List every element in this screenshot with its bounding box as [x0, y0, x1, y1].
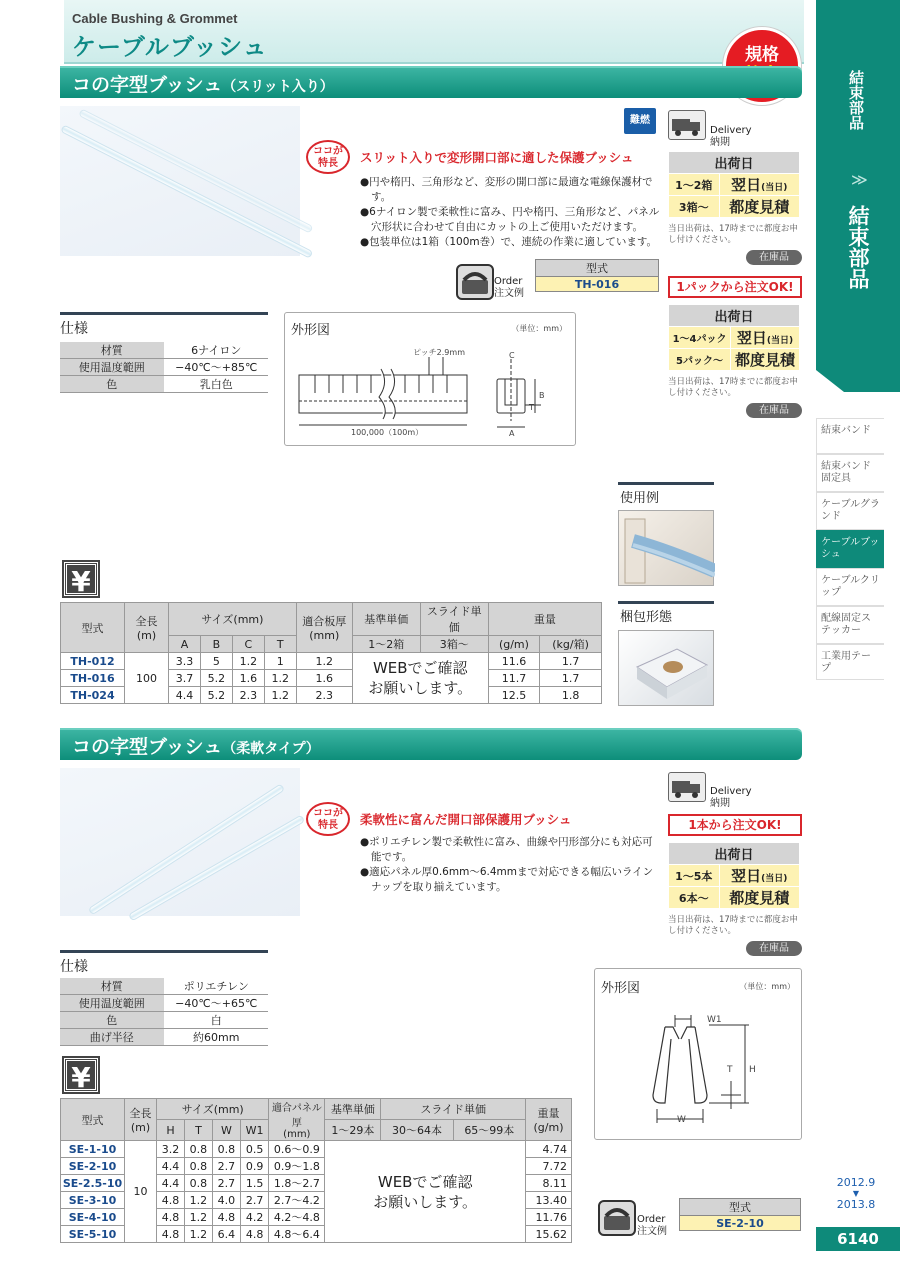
feature-point-badge: ココが 特長: [306, 802, 350, 836]
section1-product-image: [60, 106, 300, 256]
sidebar-item-cable-clips[interactable]: ケーブルクリップ: [816, 568, 884, 606]
spec-title: 仕様: [60, 959, 88, 975]
section1-title-bar: [60, 66, 802, 98]
pitch-label: ピッチ2.9mm: [413, 348, 465, 357]
diagram-unit: （単位：mm）: [739, 982, 795, 991]
packaging-image: [618, 630, 714, 706]
diagram-title: 外形図: [601, 981, 641, 996]
col-weight: 重量: [488, 603, 601, 636]
table-row: SE-2-10 4.4 0.8 2.7 0.9 0.9～1.8 7.72: [61, 1158, 572, 1175]
delivery-ship: 翌日(当日): [719, 174, 799, 196]
header-jp-title: ケーブルブッシュ: [72, 33, 268, 61]
spec-title: 仕様: [60, 321, 88, 337]
sidebar-item-tie-mounts[interactable]: 結束バンド固定具: [816, 454, 884, 492]
col-size: サイズ(mm): [169, 603, 297, 636]
table-row: SE-3-10 4.8 1.2 4.0 2.7 2.7～4.2 13.40: [61, 1192, 572, 1209]
section2-product-image: [60, 768, 300, 916]
col-slide-price: スライド単価: [381, 1099, 526, 1120]
diagram-title: 外形図: [291, 323, 331, 338]
delivery-ship: 都度見積: [719, 887, 799, 909]
usage-rule: [618, 482, 714, 485]
delivery-label: Delivery 納期: [710, 125, 752, 148]
usage-example-image: [618, 510, 714, 586]
phone-fax-icon: [598, 1200, 636, 1236]
order-header: 型式: [536, 260, 659, 277]
table-row: SE-1-10 10 3.2 0.8 0.8 0.5 0.6～0.9 WEBでご確認 お願いします。 4.74: [61, 1141, 572, 1158]
table-row: SE-2.5-10 4.4 0.8 2.7 1.5 1.8～2.7 8.11: [61, 1175, 572, 1192]
delivery-header: 出荷日: [669, 152, 800, 174]
delivery-ship: 翌日(当日): [731, 327, 800, 349]
dim-b: B: [539, 391, 545, 400]
col-base-price: 基準単価: [325, 1099, 381, 1120]
year-to: 2013.8: [836, 1198, 876, 1211]
table-row: TH-024 4.4 5.2 2.3 1.2 2.3 12.5 1.8: [61, 687, 602, 704]
spec-row: 材質 ポリエチレン: [60, 978, 268, 995]
feature-item: ●6ナイロン製で柔軟性に富み、円や楕円、三角形など、パネル穴形状に合わせて自由にカットの上ご使用いただけます。: [360, 206, 660, 233]
price-table-1: 型式 全長 (m) サイズ(mm) 適合板厚 (mm) 基準単価 スライド単価 重量 A B C T 1～2箱 3箱～ (g/m) (kg/箱) TH-012 100 3.3 5 1.2 1 1.2 WEBでご確認 お願いします。 11.6 1.7 TH-016 3.7 5.2 1.6 1.2 1.6 11.7 1.7 TH-024 4.4 5.2 2.3 1.2 2.3 12.5 1.8: [60, 602, 602, 704]
col-length: 全長 (m): [125, 603, 169, 653]
dim-w1: W1: [707, 1015, 722, 1025]
delivery-ship: 都度見積: [719, 196, 799, 218]
section1-feature-list: [360, 175, 660, 250]
dim-h: H: [749, 1065, 756, 1075]
price-table-2: 型式 全長 (m) サイズ(mm) 適合パネル厚 (mm) 基準単価 スライド単価 重量 (g/m) H T W W1 1～29本 30～64本 65～99本 SE-1-10 10 3.2 0.8 0.8 0.5 0.6～0.9 WEBでご確認 お願いします。 4.74 SE-2-10 4.4 0.8 2.7 0.9 0.9～1.8 7.72 SE-2.5-10 4.4 0.8 2.7 1.5 1.8～2.7 8.11 SE-3-10 4.8 1.2 4.0 2.7 2.7～4.2 13.40 SE-4-10 4.8 1.2 4.8 4.2 4.2～4.8 11.76 SE-5-10 4.8 1.2 6.4 4.8 4.8～6.4 15.62: [60, 1098, 572, 1243]
sidebar-category-large: 結束部品: [846, 205, 870, 289]
dim-w: W: [677, 1115, 686, 1125]
feature-item: ●適応パネル厚0.6mm～6.4mmまで対応できる幅広いラインナップを取り揃えています。: [360, 866, 654, 893]
spec-rule: [60, 950, 268, 953]
in-stock-badge: 在庫品: [746, 250, 802, 265]
dim-t: T: [529, 403, 534, 412]
truck-icon: [668, 110, 706, 140]
feature-item: ●包装単位は1箱（100m巻）で、連続の作業に適しています。: [360, 236, 658, 248]
spec-rule: [60, 312, 268, 315]
in-stock-badge: 在庫品: [746, 403, 802, 418]
delivery-note: 当日出荷は、17時までに都度お申し付けください。: [668, 915, 798, 936]
packaging-rule: [618, 601, 714, 604]
feature-item: ●ポリエチレン製で柔軟性に富み、曲線や円形部分にも対応可能です。: [360, 836, 653, 863]
section2-title: コの字型ブッシュ（柔軟タイプ）: [72, 736, 320, 758]
order-example-table: [679, 1198, 801, 1231]
web-confirm-note: WEBでご確認 お願いします。: [325, 1141, 526, 1243]
sidebar-item-wiring-stickers[interactable]: 配線固定ステッカー: [816, 606, 884, 644]
order-label: Order 注文例: [494, 276, 524, 299]
order-value: SE-2-10: [680, 1216, 801, 1231]
page-number: 6140: [816, 1227, 900, 1251]
delivery-label: Delivery 納期: [710, 786, 752, 809]
sidebar-item-cable-ties[interactable]: 結束バンド: [816, 418, 884, 454]
catalog-period: [826, 1176, 886, 1211]
web-confirm-note: WEBでご確認 お願いします。: [352, 653, 488, 704]
section2-feature-title: 柔軟性に富んだ開口部保護用ブッシュ: [360, 812, 572, 827]
delivery-qty: 1～5本: [669, 865, 720, 887]
feature-item: ●円や楕円、三角形など、変形の開口部に最適な電線保護材です。: [360, 176, 653, 203]
spec-table-2: [60, 978, 268, 1046]
table-row: TH-016 3.7 5.2 1.6 1.2 1.6 11.7 1.7: [61, 670, 602, 687]
badge-line1: 規格: [745, 45, 779, 65]
dim-a: A: [509, 429, 515, 438]
spec-row: 材質 6ナイロン: [60, 342, 268, 359]
spec-row: 使用温度範囲 −40℃～+85℃: [60, 359, 268, 376]
col-model: 型式: [61, 1099, 125, 1141]
delivery-qty: 6本～: [669, 887, 720, 909]
delivery-qty: 3箱～: [669, 196, 720, 218]
outline-drawing-1: [284, 312, 576, 446]
table-row: SE-5-10 4.8 1.2 6.4 4.8 4.8～6.4 15.62: [61, 1226, 572, 1243]
diagram-unit: （単位：mm）: [511, 324, 567, 333]
col-base-price: 基準単価: [352, 603, 420, 636]
usage-title: 使用例: [620, 491, 660, 506]
bushing-flexible-drawing: [595, 969, 803, 1141]
section1-title: コの字型ブッシュ（スリット入り）: [72, 74, 334, 96]
order-label: Order 注文例: [637, 1214, 667, 1237]
spec-row: 色 乳白色: [60, 376, 268, 393]
delivery-qty: 1～4パック: [669, 327, 731, 349]
table-row: SE-4-10 4.8 1.2 4.8 4.2 4.2～4.8 11.76: [61, 1209, 572, 1226]
delivery-qty: 1～2箱: [669, 174, 720, 196]
length-label: 100,000（100m）: [351, 428, 424, 437]
packaging-title: 梱包形態: [620, 610, 673, 625]
outline-drawing-2: [594, 968, 802, 1140]
in-stock-badge: 在庫品: [746, 941, 802, 956]
order-example-table: [535, 259, 659, 292]
sidebar-item-cable-glands[interactable]: ケーブルグランド: [816, 492, 884, 530]
spec-row: 曲げ半径 約60mm: [60, 1029, 268, 1046]
chevron-down-icon: ≫: [851, 170, 868, 189]
spec-table-1: [60, 342, 268, 393]
flame-retardant-badge: 難燃: [624, 108, 656, 134]
delivery-header: 出荷日: [669, 843, 800, 865]
delivery-table-1: [668, 151, 800, 218]
order-from-one-banner: 1本から注文OK!: [668, 814, 802, 836]
section2-title-bar: [60, 728, 802, 760]
col-size: サイズ(mm): [157, 1099, 269, 1120]
col-model: 型式: [61, 603, 125, 653]
order-from-one-pack-banner: 1パックから注文OK!: [668, 276, 802, 298]
sidebar-item-industrial-tape[interactable]: 工業用テープ: [816, 644, 884, 680]
delivery-ship: 翌日(当日): [719, 865, 799, 887]
sidebar-category-small: 結束部品: [847, 70, 865, 130]
delivery-header: 出荷日: [669, 305, 800, 327]
col-panel: 適合パネル厚 (mm): [269, 1099, 325, 1141]
order-header: 型式: [680, 1199, 801, 1216]
col-length: 全長 (m): [125, 1099, 157, 1141]
yen-icon: ¥: [64, 1058, 98, 1092]
feature-point-badge: ココが 特長: [306, 140, 350, 174]
order-value: TH-016: [536, 277, 659, 292]
section1-feature-title: スリット入りで変形開口部に適した保護ブッシュ: [360, 150, 634, 165]
spec-row: 使用温度範囲 −40℃～+65℃: [60, 995, 268, 1012]
bushing-slit-drawing: [285, 313, 577, 447]
section2-feature-list: [360, 835, 660, 895]
sidebar-item-cable-bushing[interactable]: ケーブルブッシュ: [816, 530, 884, 568]
col-slide-price: スライド単価: [420, 603, 488, 636]
spec-row: 色 白: [60, 1012, 268, 1029]
col-panel: 適合板厚 (mm): [296, 603, 352, 653]
yen-icon: ¥: [64, 562, 98, 596]
delivery-ship: 都度見積: [731, 349, 800, 371]
dim-t: T: [727, 1065, 733, 1075]
delivery-table-2: [668, 304, 800, 371]
year-from: 2012.9: [836, 1176, 876, 1189]
delivery-note: 当日出荷は、17時までに都度お申し付けください。: [668, 377, 798, 398]
length-value: 100: [125, 653, 169, 704]
truck-icon: [668, 772, 706, 802]
delivery-qty: 5パック～: [669, 349, 731, 371]
length-value: 10: [125, 1141, 157, 1243]
header-en-title: Cable Bushing & Grommet: [72, 11, 238, 26]
table-row: TH-012 100 3.3 5 1.2 1 1.2 WEBでご確認 お願いします。 11.6 1.7: [61, 653, 602, 670]
delivery-table-3: [668, 842, 800, 909]
col-weight: 重量 (g/m): [526, 1099, 572, 1141]
sidebar-category-panel: [816, 0, 900, 392]
dim-c: C: [509, 351, 515, 360]
year-arrow: ▼: [852, 1189, 860, 1198]
phone-fax-icon: [456, 264, 494, 300]
delivery-note: 当日出荷は、17時までに都度お申し付けください。: [668, 224, 798, 245]
